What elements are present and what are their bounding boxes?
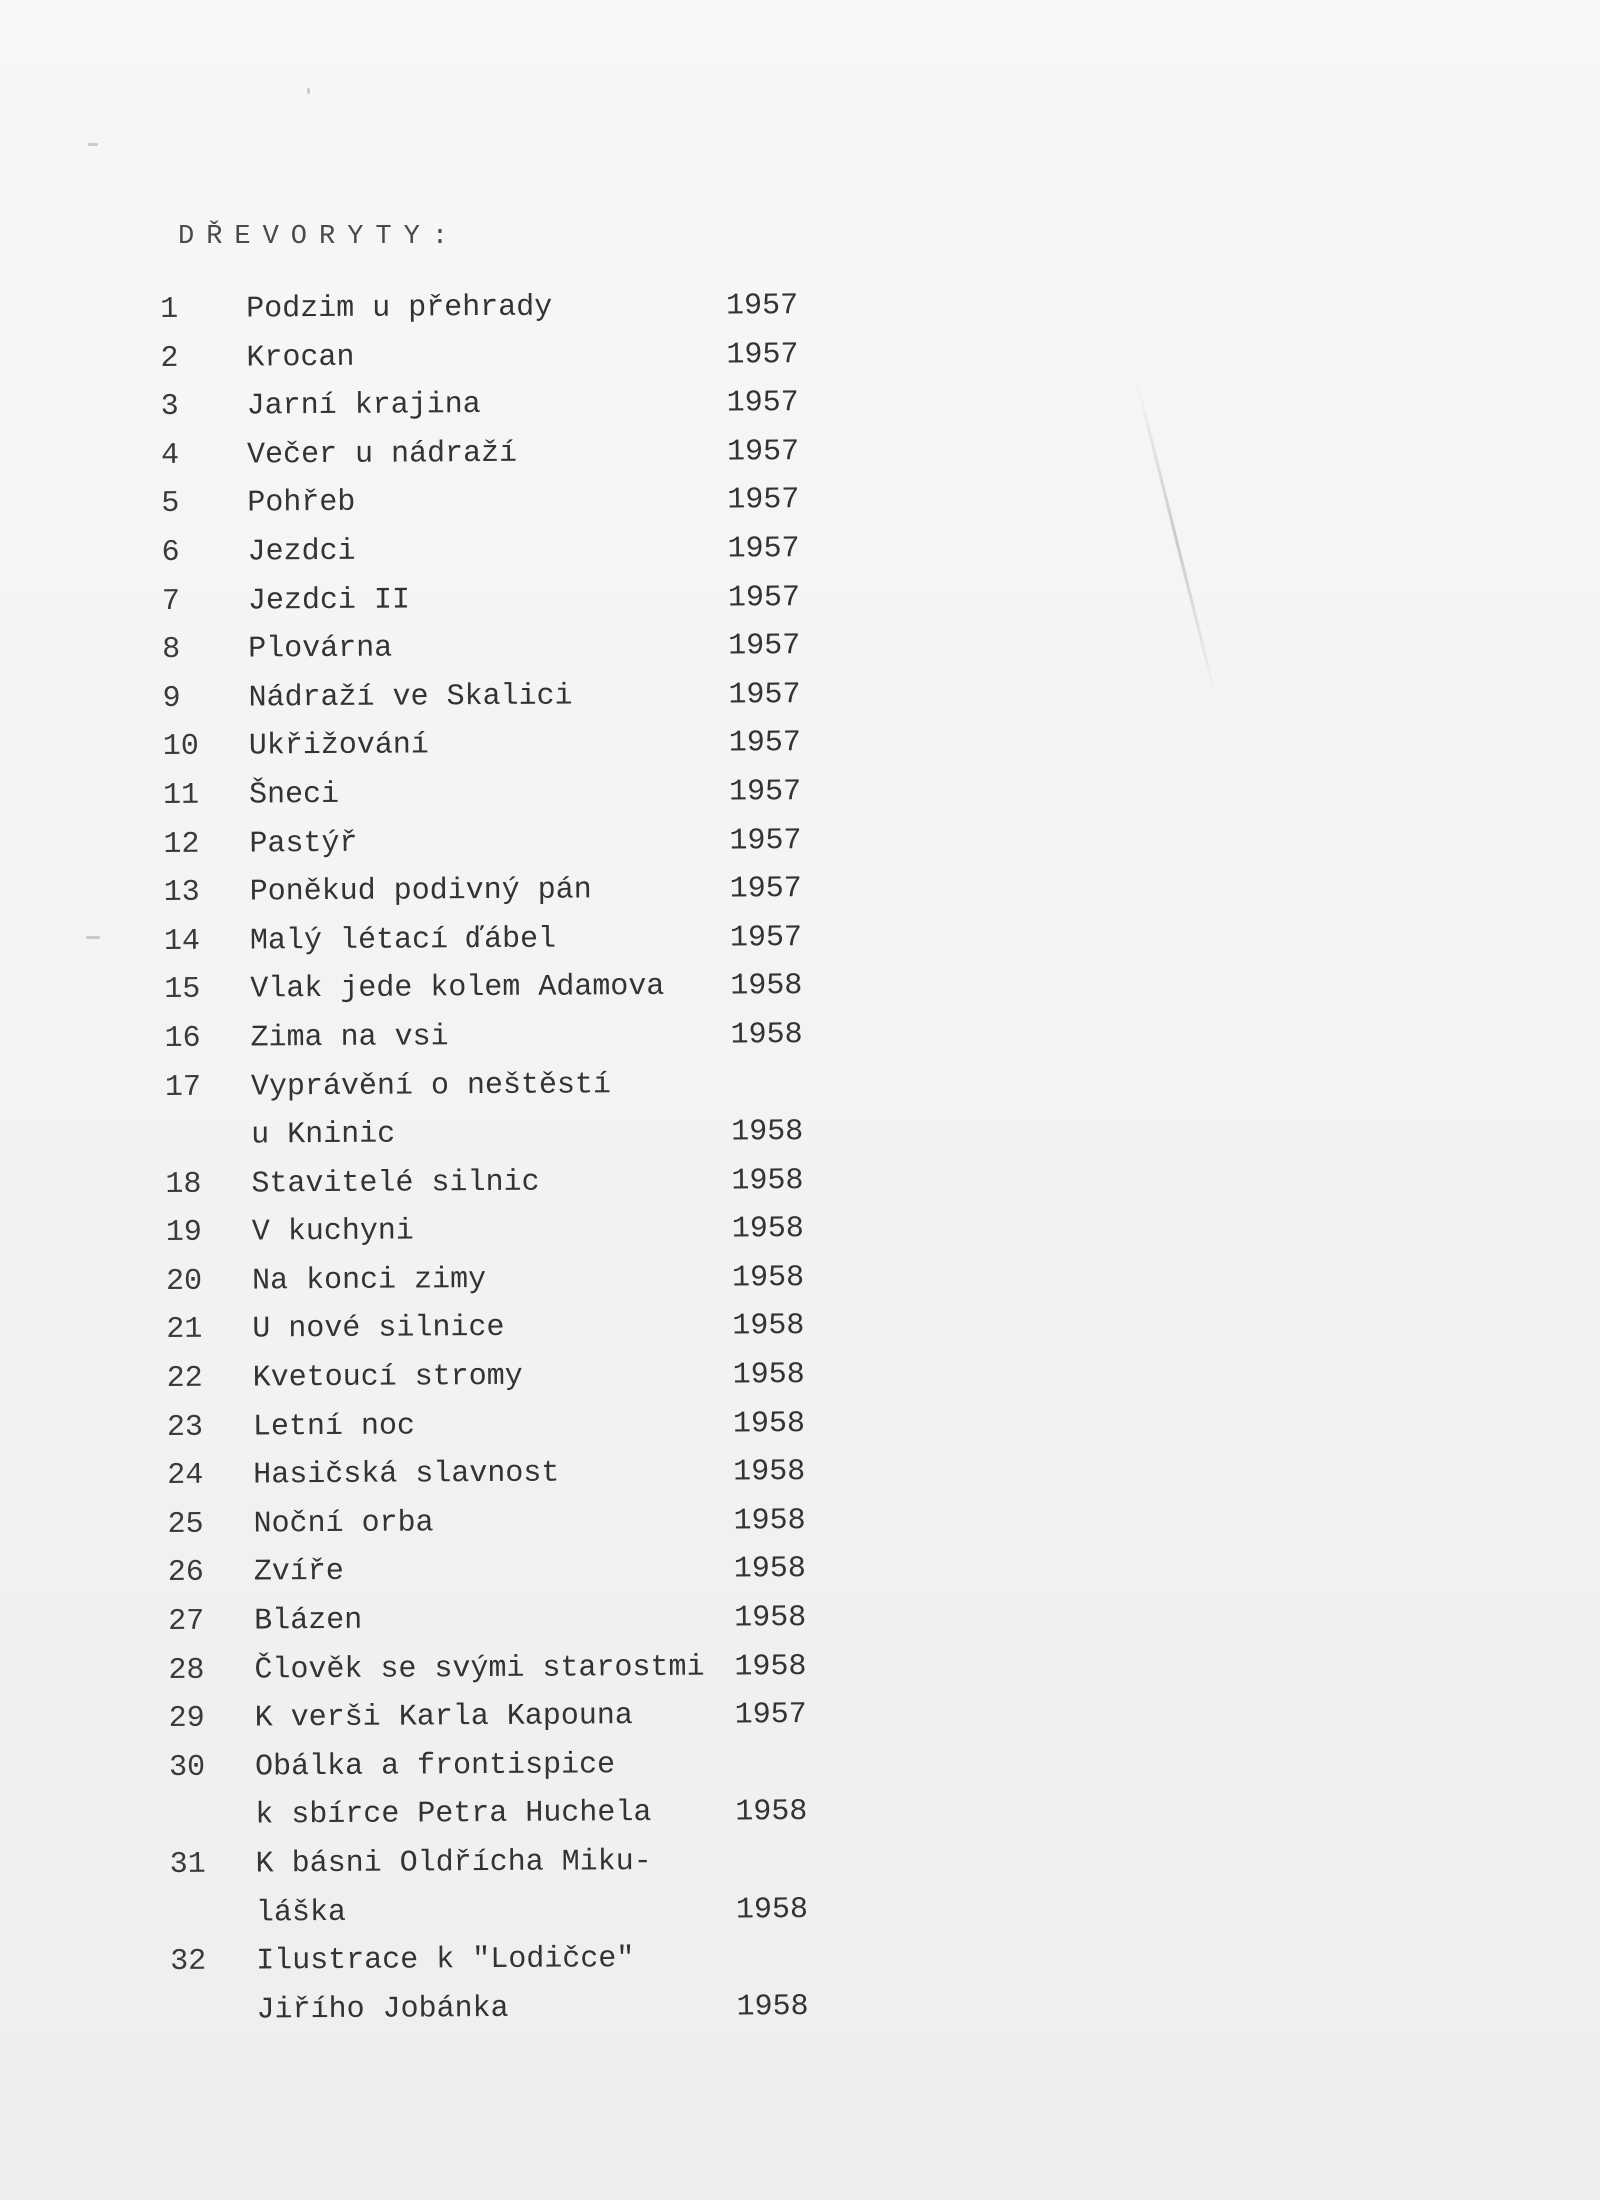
item-title: k sbírce Petra Huchela xyxy=(255,1796,652,1833)
item-year xyxy=(735,1740,845,1789)
list-row xyxy=(161,428,861,481)
item-number: 32 xyxy=(170,1944,207,1980)
item-title: Pohřeb xyxy=(247,486,356,521)
item-year: 1958 xyxy=(735,1892,809,1928)
item-year: 1957 xyxy=(728,629,801,664)
item-title: Nádraží ve Skalici xyxy=(248,679,573,716)
list-row xyxy=(165,1108,865,1161)
list-row xyxy=(162,573,862,626)
list-row xyxy=(164,962,864,1015)
item-number: 21 xyxy=(166,1313,203,1348)
item-number: 9 xyxy=(162,681,181,716)
item-year: 1957 xyxy=(729,775,802,810)
item-number: 8 xyxy=(162,633,181,668)
item-year xyxy=(736,1934,846,1983)
item-year: 1958 xyxy=(732,1358,805,1393)
item-year: 1957 xyxy=(726,386,799,421)
item-number: 4 xyxy=(160,438,180,473)
item-year: 1958 xyxy=(731,1163,804,1199)
list-row xyxy=(167,1448,867,1501)
item-title: Večer u nádraží xyxy=(246,436,518,473)
item-number: 23 xyxy=(166,1410,204,1445)
item-year: 1958 xyxy=(733,1455,806,1490)
item-title: Jezdci II xyxy=(247,583,411,619)
item-number: 1 xyxy=(160,292,179,327)
list-row xyxy=(163,816,863,869)
item-number: 19 xyxy=(165,1216,202,1251)
item-year: 1957 xyxy=(727,532,800,567)
list-row xyxy=(167,1351,867,1404)
item-year: 1957 xyxy=(729,872,802,907)
item-number: 15 xyxy=(164,973,201,1008)
item-number: 12 xyxy=(163,827,200,862)
item-title: Plovárna xyxy=(248,631,393,667)
item-number: 28 xyxy=(168,1653,205,1688)
list-row xyxy=(168,1642,868,1695)
item-year: 1958 xyxy=(734,1649,807,1685)
item-year: 1957 xyxy=(726,337,799,373)
item-number: 14 xyxy=(163,924,201,959)
item-year: 1957 xyxy=(729,823,802,859)
item-year: 1958 xyxy=(733,1552,806,1587)
item-number: 25 xyxy=(167,1507,204,1542)
item-number: 11 xyxy=(163,778,200,813)
list-row xyxy=(169,1788,869,1841)
item-number: 2 xyxy=(160,341,179,376)
item-number xyxy=(169,1792,255,1841)
list-row xyxy=(160,282,860,335)
item-title: Zima na vsi xyxy=(250,1020,449,1056)
item-year: 1958 xyxy=(736,1989,809,2025)
item-year: 1958 xyxy=(731,1115,804,1150)
item-title: Krocan xyxy=(246,340,355,376)
item-year: 1957 xyxy=(726,289,799,324)
item-number: 20 xyxy=(165,1264,203,1299)
list-row xyxy=(161,379,861,432)
list-row xyxy=(170,1885,870,1938)
item-title: Obálka a frontispice xyxy=(254,1748,616,1785)
item-number: 26 xyxy=(167,1556,204,1591)
item-year: 1958 xyxy=(732,1406,806,1442)
item-title: Blázen xyxy=(254,1603,363,1639)
item-title: láška xyxy=(255,1895,347,1931)
item-year: 1957 xyxy=(728,677,801,713)
list-row xyxy=(163,719,863,772)
item-title: Stavitelé silnic xyxy=(251,1165,540,1202)
item-title: Člověk se svými starostmi xyxy=(254,1650,705,1688)
item-year: 1957 xyxy=(729,920,803,956)
item-title: Na konci zimy xyxy=(251,1262,487,1299)
item-year: 1958 xyxy=(730,969,803,1004)
list-row xyxy=(169,1740,869,1793)
item-title: V kuchyni xyxy=(251,1214,414,1250)
list-row xyxy=(169,1837,869,1890)
list-row xyxy=(164,865,864,918)
item-title: Jezdci xyxy=(247,534,356,570)
item-number xyxy=(165,1112,251,1161)
item-year: 1957 xyxy=(734,1698,807,1733)
item-number: 5 xyxy=(161,487,180,522)
item-title: U nové silnice xyxy=(252,1311,505,1347)
list-row xyxy=(170,1934,870,1987)
woodcut-list xyxy=(160,282,871,2036)
ink-speck xyxy=(86,936,100,939)
item-year: 1958 xyxy=(730,1017,803,1053)
item-number: 31 xyxy=(169,1847,206,1882)
list-row xyxy=(167,1497,867,1550)
ink-speck xyxy=(307,88,310,94)
list-row xyxy=(165,1156,865,1209)
ink-speck xyxy=(88,143,98,146)
item-year: 1958 xyxy=(731,1260,805,1296)
item-number xyxy=(170,1889,256,1938)
list-row xyxy=(168,1594,868,1647)
list-row xyxy=(162,622,862,675)
item-number: 30 xyxy=(168,1750,206,1785)
list-row xyxy=(164,1011,864,1064)
item-year xyxy=(735,1837,845,1886)
item-year: 1957 xyxy=(727,580,801,616)
list-row xyxy=(165,1059,865,1112)
page-heading: DŘEVORYTY: xyxy=(178,222,461,252)
item-number: 24 xyxy=(167,1459,204,1494)
list-row xyxy=(166,1205,866,1258)
list-row xyxy=(162,670,862,723)
list-row xyxy=(168,1545,868,1598)
item-title: Malý létací ďábel xyxy=(249,922,557,959)
item-title: Ilustrace k "Lodičce" xyxy=(256,1942,635,1979)
item-year: 1957 xyxy=(726,434,800,470)
item-year: 1958 xyxy=(732,1309,805,1344)
item-number: 7 xyxy=(161,584,181,619)
item-title: Šneci xyxy=(249,777,340,813)
list-row xyxy=(166,1254,866,1307)
item-number: 10 xyxy=(162,730,199,765)
item-number xyxy=(170,1986,256,2035)
item-title: Hasičská slavnost xyxy=(253,1456,560,1493)
item-year: 1957 xyxy=(727,483,800,518)
item-number: 29 xyxy=(168,1701,205,1737)
item-title: Jarní krajina xyxy=(246,388,481,424)
item-title: Poněkud podivný pán xyxy=(249,873,592,910)
item-title: K verši Karla Kapouna xyxy=(254,1699,633,1736)
item-number: 27 xyxy=(168,1604,205,1640)
item-title: Noční orba xyxy=(253,1506,434,1542)
item-title: Ukřižování xyxy=(248,728,429,764)
item-number: 18 xyxy=(165,1167,202,1202)
list-row xyxy=(161,525,861,578)
item-number: 3 xyxy=(160,390,179,425)
item-title: Jiřího Jobánka xyxy=(256,1991,509,2028)
item-number: 13 xyxy=(163,875,200,911)
item-title: Vyprávění o neštěstí xyxy=(250,1067,612,1104)
list-row xyxy=(166,1302,866,1355)
item-year: 1958 xyxy=(735,1795,808,1830)
item-title: Kvetoucí stromy xyxy=(252,1359,523,1396)
item-number: 17 xyxy=(164,1070,202,1105)
item-number: 16 xyxy=(164,1021,201,1056)
list-row xyxy=(163,768,863,821)
item-title: Zvíře xyxy=(253,1555,344,1590)
item-number: 6 xyxy=(161,535,180,570)
list-row xyxy=(164,913,864,966)
item-title: K básni Oldřícha Miku- xyxy=(255,1845,652,1882)
paper-fold-mark xyxy=(1135,379,1218,700)
item-number: 22 xyxy=(166,1361,203,1397)
item-title: Letní noc xyxy=(252,1409,416,1445)
list-row xyxy=(161,476,861,529)
list-row xyxy=(170,1982,870,2035)
item-year: 1958 xyxy=(731,1212,804,1247)
item-year: 1958 xyxy=(734,1601,807,1636)
item-year: 1957 xyxy=(728,726,801,761)
item-title: u Kninic xyxy=(251,1117,396,1153)
list-row xyxy=(167,1399,867,1452)
item-title: Pastýř xyxy=(249,826,358,861)
item-year xyxy=(731,1059,841,1108)
item-title: Vlak jede kolem Adamova xyxy=(250,970,665,1007)
list-row xyxy=(169,1691,869,1744)
list-row xyxy=(160,330,860,383)
item-title: Podzim u přehrady xyxy=(246,290,553,327)
item-year: 1958 xyxy=(733,1503,806,1539)
